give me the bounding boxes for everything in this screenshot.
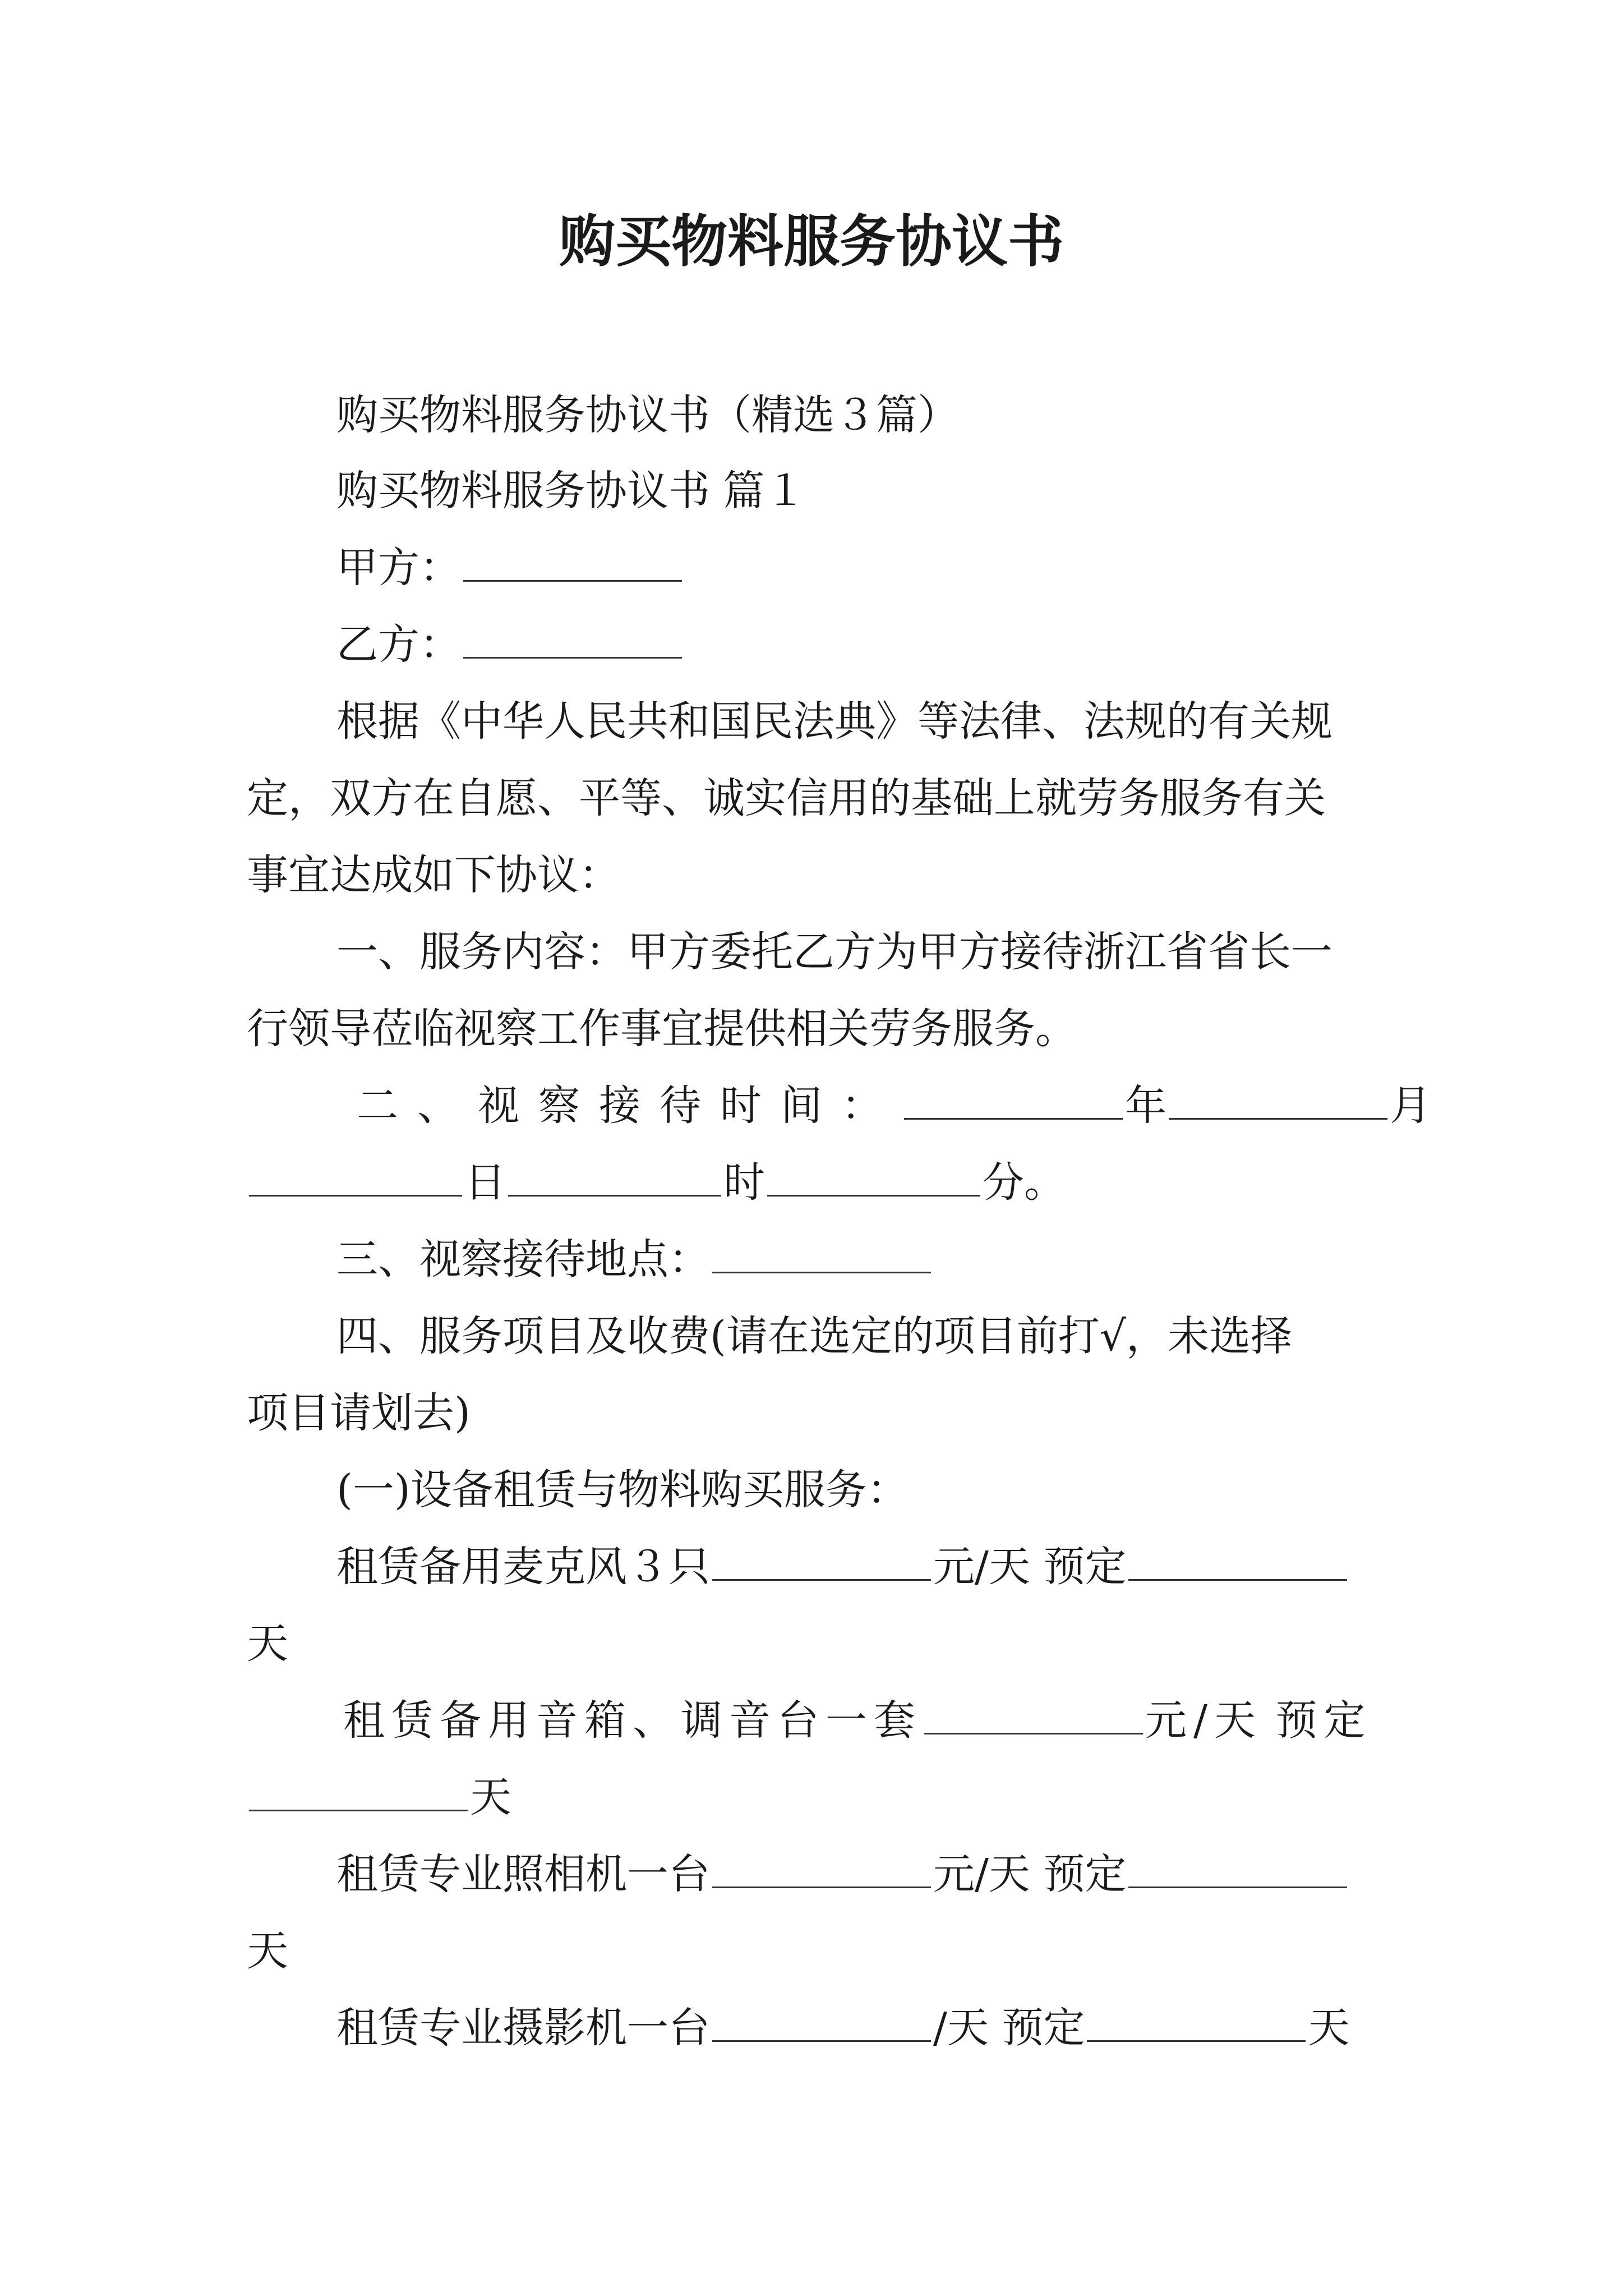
chapter-heading: 购买物料服务协议书 篇１: [336, 467, 806, 515]
rent3-unit: 元/天: [933, 1850, 1030, 1898]
rent2-days-blank: [249, 1774, 468, 1811]
rent2-day-label: 天: [470, 1773, 511, 1821]
day-blank: [249, 1159, 462, 1197]
intro-line-3: 事宜达成如下协议：: [247, 851, 620, 899]
year-label: 年: [1125, 1082, 1166, 1130]
party-a-label: 甲方：: [336, 544, 461, 592]
item2-line-2: [247, 1154, 1066, 1211]
rent3-days-blank: [1128, 1851, 1347, 1888]
party-b-blank: [463, 621, 682, 659]
rent1-label: 租赁备用麦克风３只: [336, 1543, 710, 1591]
item4-line-2: 项目请划去): [247, 1389, 471, 1437]
rent1-price-blank: [712, 1543, 931, 1581]
month-blank: [1169, 1082, 1387, 1120]
rent4-book-label: 预定: [1002, 2004, 1085, 2052]
hour-blank: [508, 1159, 721, 1197]
party-a-line: [336, 540, 684, 596]
document-subtitle: 购买物料服务协议书（精选３篇）: [336, 391, 959, 439]
rent2-book-label: 预定: [1275, 1696, 1372, 1745]
section1-heading: (一)设备租赁与物料购买服务：: [336, 1466, 909, 1514]
rent2-price-blank: [924, 1697, 1143, 1734]
intro-line-2: 定，双方在自愿、平等、诚实信用的基础上就劳务服务有关: [247, 774, 1326, 822]
rent2-label: 租赁备用音箱、调音台一套: [343, 1696, 922, 1745]
rent1-line: [336, 1539, 1349, 1595]
rent1-days-blank: [1128, 1543, 1347, 1581]
rent4-price-blank: [712, 2004, 931, 2042]
item3-line: [336, 1231, 933, 1287]
year-blank: [904, 1082, 1123, 1120]
location-blank: [712, 1236, 931, 1273]
rent3-label: 租赁专业照相机一台: [336, 1850, 710, 1898]
intro-line-1: 根据《中华人民共和国民法典》等法律、法规的有关规: [336, 697, 1332, 746]
party-a-blank: [463, 544, 682, 582]
rent1-unit: 元/天: [933, 1543, 1030, 1591]
party-b-line: [336, 616, 684, 673]
rent4-days-blank: [1087, 2004, 1306, 2042]
rent3-day-label: 天: [247, 1927, 288, 1975]
rent1-day-label: 天: [247, 1619, 288, 1668]
month-label: 月: [1390, 1082, 1431, 1130]
rent2-unit: 元/天: [1145, 1696, 1262, 1745]
rent4-unit: /天: [933, 2004, 989, 2052]
item3-label: 三、视察接待地点：: [336, 1235, 710, 1283]
minute-label: 分。: [983, 1158, 1066, 1207]
hour-label: 时: [723, 1158, 765, 1207]
item2-line-1: [357, 1078, 1431, 1134]
rent2-line-2: [247, 1769, 511, 1825]
item1-line-2: 行领导莅临视察工作事宜提供相关劳务服务。: [247, 1005, 1077, 1053]
document-title: 购买物料服务协议书: [559, 208, 1064, 274]
rent4-day-label: 天: [1308, 2004, 1350, 2052]
item1-line-1: 一、服务内容：甲方委托乙方为甲方接待浙江省省长一: [336, 928, 1332, 976]
rent4-label: 租赁专业摄影机一台: [336, 2004, 710, 2052]
party-b-label: 乙方：: [336, 620, 461, 669]
rent3-line: [336, 1846, 1349, 1902]
item2-label: 二、视察接待时间：: [357, 1082, 902, 1130]
item4-line-1: 四、服务项目及收费(请在选定的项目前打√，未选择: [336, 1312, 1293, 1360]
rent3-book-label: 预定: [1043, 1850, 1127, 1898]
rent4-line: [336, 2000, 1349, 2056]
day-label: 日: [464, 1158, 506, 1207]
rent2-line: [343, 1692, 1372, 1749]
rent1-book-label: 预定: [1043, 1543, 1127, 1591]
minute-blank: [767, 1159, 980, 1197]
rent3-price-blank: [712, 1851, 931, 1888]
